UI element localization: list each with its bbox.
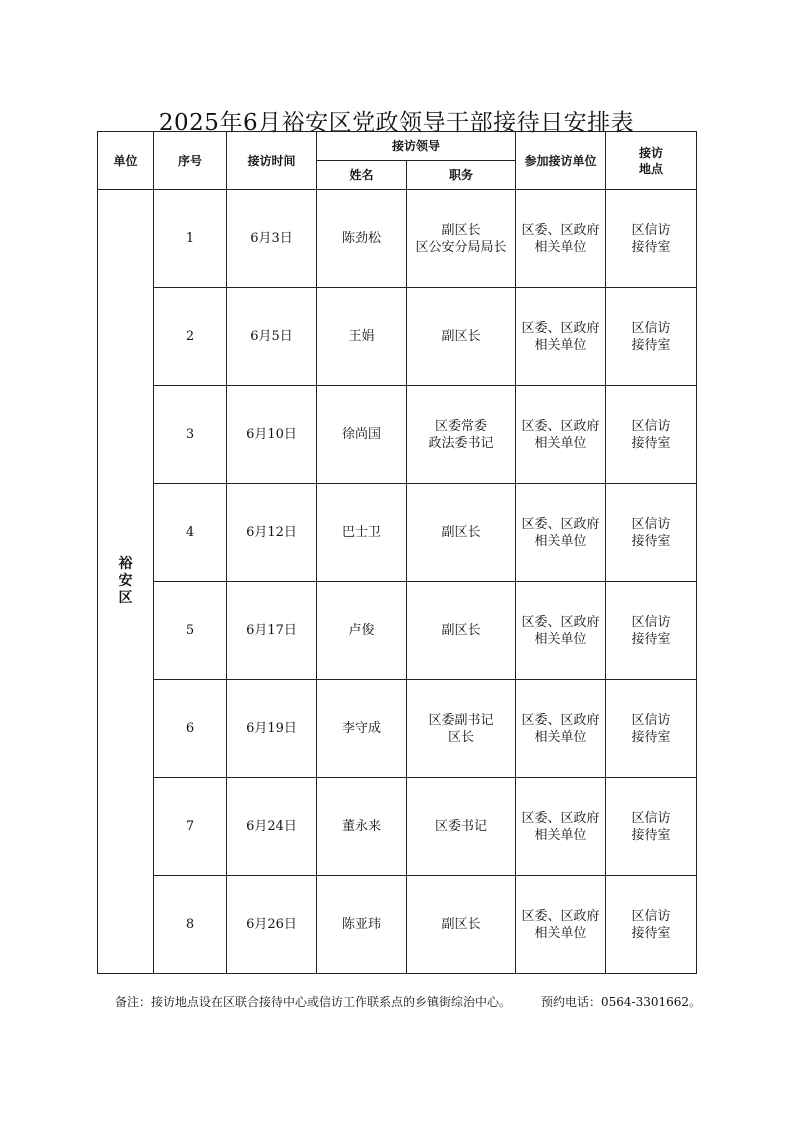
seq-cell: 2	[154, 288, 227, 386]
header-name: 姓名	[317, 161, 407, 190]
date-cell: 6月26日	[227, 876, 317, 974]
location-cell: 区信访 接待室	[606, 582, 697, 680]
page-title: 2025年6月裕安区党政领导干部接待日安排表	[158, 110, 635, 136]
header-unit: 单位	[98, 132, 154, 190]
table-row	[98, 190, 697, 288]
name-cell: 巴士卫	[317, 484, 407, 582]
position-cell: 副区长	[407, 876, 516, 974]
units-cell: 区委、区政府 相关单位	[516, 288, 606, 386]
table-row	[98, 680, 697, 778]
table-body	[98, 190, 697, 974]
date-cell: 6月3日	[227, 190, 317, 288]
units-cell: 区委、区政府 相关单位	[516, 386, 606, 484]
name-cell: 陈亚玮	[317, 876, 407, 974]
header-position: 职务	[407, 161, 516, 190]
units-cell: 区委、区政府 相关单位	[516, 484, 606, 582]
units-cell: 区委、区政府 相关单位	[516, 876, 606, 974]
date-cell: 6月12日	[227, 484, 317, 582]
seq-cell: 3	[154, 386, 227, 484]
footnote: 备注：接访地点设在区联合接待中心或信访工作联系点的乡镇街综治中心。	[115, 995, 512, 1009]
position-cell: 区委书记	[407, 778, 516, 876]
location-cell: 区信访 接待室	[606, 484, 697, 582]
date-cell: 6月10日	[227, 386, 317, 484]
schedule-table	[97, 131, 697, 974]
position-cell: 副区长 区公安分局局长	[407, 190, 516, 288]
seq-cell: 5	[154, 582, 227, 680]
name-cell: 陈劲松	[317, 190, 407, 288]
name-cell: 王娟	[317, 288, 407, 386]
position-cell: 区委副书记 区长	[407, 680, 516, 778]
table-row	[98, 778, 697, 876]
seq-cell: 4	[154, 484, 227, 582]
name-cell: 董永来	[317, 778, 407, 876]
location-cell: 区信访 接待室	[606, 386, 697, 484]
table-row	[98, 582, 697, 680]
seq-cell: 7	[154, 778, 227, 876]
table-row	[98, 876, 697, 974]
date-cell: 6月5日	[227, 288, 317, 386]
header-units: 参加接访单位	[516, 132, 606, 190]
units-cell: 区委、区政府 相关单位	[516, 680, 606, 778]
name-cell: 卢俊	[317, 582, 407, 680]
contact-phone: 预约电话：0564-3301662。	[541, 995, 702, 1009]
header-leader: 接访领导	[317, 132, 516, 161]
header-time: 接访时间	[227, 132, 317, 190]
unit-cell: 裕 安 区	[98, 190, 154, 974]
position-cell: 副区长	[407, 582, 516, 680]
table-row	[98, 484, 697, 582]
location-cell: 区信访 接待室	[606, 288, 697, 386]
seq-cell: 8	[154, 876, 227, 974]
location-cell: 区信访 接待室	[606, 876, 697, 974]
location-cell: 区信访 接待室	[606, 190, 697, 288]
header-row	[98, 132, 697, 161]
name-cell: 徐尚国	[317, 386, 407, 484]
table-row	[98, 288, 697, 386]
seq-cell: 1	[154, 190, 227, 288]
date-cell: 6月24日	[227, 778, 317, 876]
name-cell: 李守成	[317, 680, 407, 778]
units-cell: 区委、区政府 相关单位	[516, 190, 606, 288]
location-cell: 区信访 接待室	[606, 680, 697, 778]
date-cell: 6月19日	[227, 680, 317, 778]
position-cell: 副区长	[407, 484, 516, 582]
seq-cell: 6	[154, 680, 227, 778]
header-location: 接访 地点	[606, 132, 697, 190]
date-cell: 6月17日	[227, 582, 317, 680]
table-row	[98, 386, 697, 484]
units-cell: 区委、区政府 相关单位	[516, 582, 606, 680]
units-cell: 区委、区政府 相关单位	[516, 778, 606, 876]
header-seq: 序号	[154, 132, 227, 190]
position-cell: 区委常委 政法委书记	[407, 386, 516, 484]
position-cell: 副区长	[407, 288, 516, 386]
location-cell: 区信访 接待室	[606, 778, 697, 876]
